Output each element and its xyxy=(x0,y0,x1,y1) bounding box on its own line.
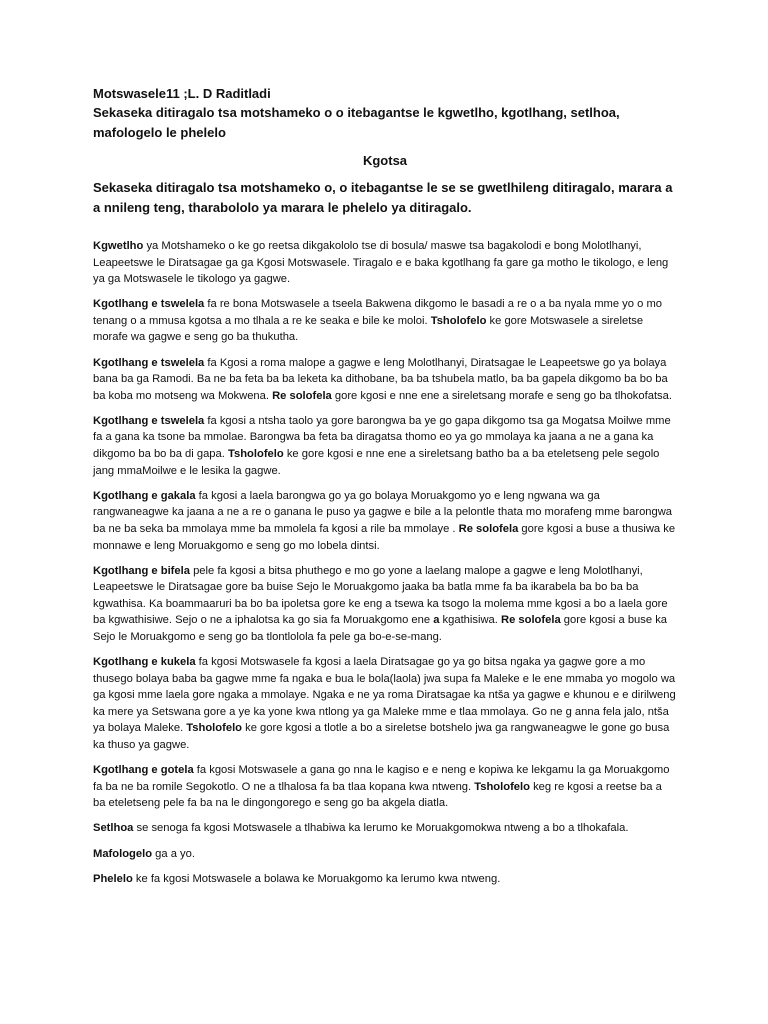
para-keyword: Kgotlhang e kukela xyxy=(93,656,196,669)
para-text: fa Kgosi a roma malope a gagwe e leng Molotlhanyi, Diratsagae le Leapeetswe go ya bolaya bana ba ga Ramodi. Ba ne ba feta ba ba leketa ka dithobane, ba ba tshubela matlo, ba ba gapela dikgomo ba bo ba ba koba mo motseng wa Mokwena. xyxy=(93,356,668,402)
para-text: ke gore kgosi a tlotle a bo a sireletse botshelo jwa ga rangwaneagwe le gone go busa ka thuso ya gagwe. xyxy=(93,722,670,752)
document-subtitle: Sekaseka ditiragalo tsa motshameko o o itebagantse le kgwetlho, kgotlhang, setlhoa, mafologelo le phelelo xyxy=(93,105,620,140)
para-keyword: a xyxy=(433,614,440,627)
para-keyword: Re solofela xyxy=(272,389,332,402)
para-keyword: Kgotlhang e gakala xyxy=(93,489,196,502)
para-text: ke gore kgosi e nne ene a sireletsang batho ba a ba eteletseng pele segolo jang mmaMoilwe e le lesika la gagwe. xyxy=(93,448,660,477)
paragraph-mafologelo xyxy=(93,846,677,863)
lead-paragraph: Sekaseka ditiragalo tsa motshameko o, o itebagantse le se se gwetlhileng ditiragalo, marara a a nnileng teng, tharabololo ya marara le phelelo ya ditiragalo. xyxy=(93,180,673,215)
paragraph-kgwetlho xyxy=(93,238,677,288)
para-keyword: Mafologelo xyxy=(93,847,153,860)
author-line: Motswasele11 ;L. D Raditladi xyxy=(93,86,271,101)
para-keyword: Kgotlhang e tswelela xyxy=(93,414,205,427)
para-text: keg re kgosi a reetse ba a ba eteletseng pele fa ba na le dingongorego e seng go ba akgela diatla. xyxy=(93,780,662,810)
para-keyword: Tsholofelo xyxy=(430,314,487,327)
paragraph-kgotlhang-1 xyxy=(93,296,677,346)
para-text: gore kgosi a buse ka Sejo le Moruakgomo e seng go ba tlontlolola fa pele ga bo-e-se-mang. xyxy=(93,614,668,643)
paragraph-setlhoa xyxy=(93,820,677,837)
para-text: ga a yo. xyxy=(152,847,195,860)
para-keyword: Re solofela xyxy=(500,614,561,627)
para-text: ke fa kgosi Motswasele a bolawa ke Moruakgomo ka lerumo kwa ntweng. xyxy=(132,872,501,885)
para-keyword: Tsholofelo xyxy=(474,780,530,793)
para-text: se senoga fa kgosi Motswasele a tlhabiwa ka lerumo ke Moruakgomokwa ntweng a bo a tlhokafala. xyxy=(133,822,629,835)
paragraph-phelelo xyxy=(93,871,677,888)
para-text: fa kgosi a ntsha taolo ya gore barongwa ba ye go gapa dikgomo tsa ga Mogatsa Moilwe mme fa a gana ka tsone ba mmolae. Barongwa ba feta ba diragatsa thomo eo ya go mmolaya ka jaana a ne a gana ka dikgomo ba bo ba di gapa. xyxy=(93,414,671,461)
paragraph-kgotlhang-bifela xyxy=(93,563,677,646)
para-keyword: Setlhoa xyxy=(93,822,134,835)
para-keyword: Kgotlhang e tswelela xyxy=(93,356,205,369)
document-content xyxy=(93,85,677,896)
para-text: gore kgosi a buse a thusiwa ke monnawe e leng Moruakgomo e seng go mo lobela dintsi. xyxy=(93,522,676,552)
para-text: pele fa kgosi a bitsa phuthego e mo go yone a laelang malope a gagwe e leng Molotlhanyi, Leapeetswe le Diratsagae gore ba buise Sejo le Moruakgomo jaaka ba batla mme fa ba ikarabela ba bo ba ba kgwathisa. Ka boammaaruri ba bo ba ipoletsa gore ke eng a tsewa ka tsogo la molema mme kgosi a bo a laela gore ba kgwathisiwe. Sejo o ne a iphalotsa ka go sia fa Moruakgomo ene xyxy=(93,564,668,627)
para-text: ke gore Motswasele a sireletse morafe wa gagwe e seng go ba thukutha. xyxy=(93,314,644,344)
section-title: Kgotsa xyxy=(362,153,408,168)
para-keyword: Re solofela xyxy=(458,522,519,535)
para-text: fa re bona Motswasele a tseela Bakwena dikgomo le basadi a re o a ba nyala mme yo o mo tenang o a mmusa kgotsa a mo tlhala a re ke seaka e bile ke moloi. xyxy=(93,298,662,327)
para-keyword: Phelelo xyxy=(93,872,133,885)
para-text: fa kgosi Motswasele fa kgosi a laela Diratsagae go ya go bitsa ngaka ya gagwe gore a mo thusego bolaya baba ba gagwe mme fa ngaka e bua le bola(laola) jwa supa fa Maleke e le ene mmaba yo mogolo wa ga kgosi mme laela gore ngaka a mmolaye. Ngaka e ne ya roma Diratsagae ka ntša ya gagwe e khunou e e dirilweng ka mere ya Setswana gore a ye ka yone kwa ntlong ya ga Maleke mme e tlaa mmolaya. Go ne g anna fela jalo, ntša ya bolaya Maleke. xyxy=(93,656,676,735)
paragraph-kgotlhang-gotela xyxy=(93,762,677,812)
para-keyword: Kgotlhang e tswelela xyxy=(93,298,205,311)
para-text: ya Motshameko o ke go reetsa dikgakololo tse di bosula/ maswe tsa bagakolodi e bong Molotlhanyi, Leapeetswe le Diratsagae ga ga Kgosi Motswasele. Tiragalo e e baka kgotlhang fa gare ga motho le tikologo, e leng ya ga Motswasele le tikologo ya gagwe. xyxy=(93,240,669,286)
paragraph-kgotlhang-kukela xyxy=(93,654,677,754)
para-text: gore kgosi e nne ene a sireletsang morafe e seng go ba tlhokofatsa. xyxy=(331,389,672,402)
para-keyword: Kgotlhang e bifela xyxy=(93,564,190,577)
para-keyword: Kgwetlho xyxy=(93,240,144,252)
para-text: fa kgosi a laela barongwa go ya go bolaya Moruakgomo yo e leng ngwana wa ga rangwaneagwe ka jaana a ne a re o ganana le puso ya gagwe e bile a la pelontle thata mo morafeng mme barongwa ba ne ba seka ba mmolaya mme ba mmolela fa kgosi a rile ba mmolaye . xyxy=(93,489,673,535)
para-text: kgathisiwa. xyxy=(439,614,501,627)
para-keyword: Tsholofelo xyxy=(186,722,243,735)
para-keyword: Kgotlhang e gotela xyxy=(93,764,194,777)
paragraph-kgotlhang-2 xyxy=(93,355,677,405)
paragraph-kgotlhang-3 xyxy=(93,413,677,479)
paragraph-kgotlhang-gakala xyxy=(93,488,677,554)
para-text: fa kgosi Motswasele a gana go nna le kagiso e e neng e kopiwa ke lekgamu la ga Moruakgomo fa ba ne ba romile Segokotlo. O ne a tlhalosa fa ba tlaa kopana kwa ntweng. xyxy=(93,764,670,793)
para-keyword: Tsholofelo xyxy=(227,448,284,461)
